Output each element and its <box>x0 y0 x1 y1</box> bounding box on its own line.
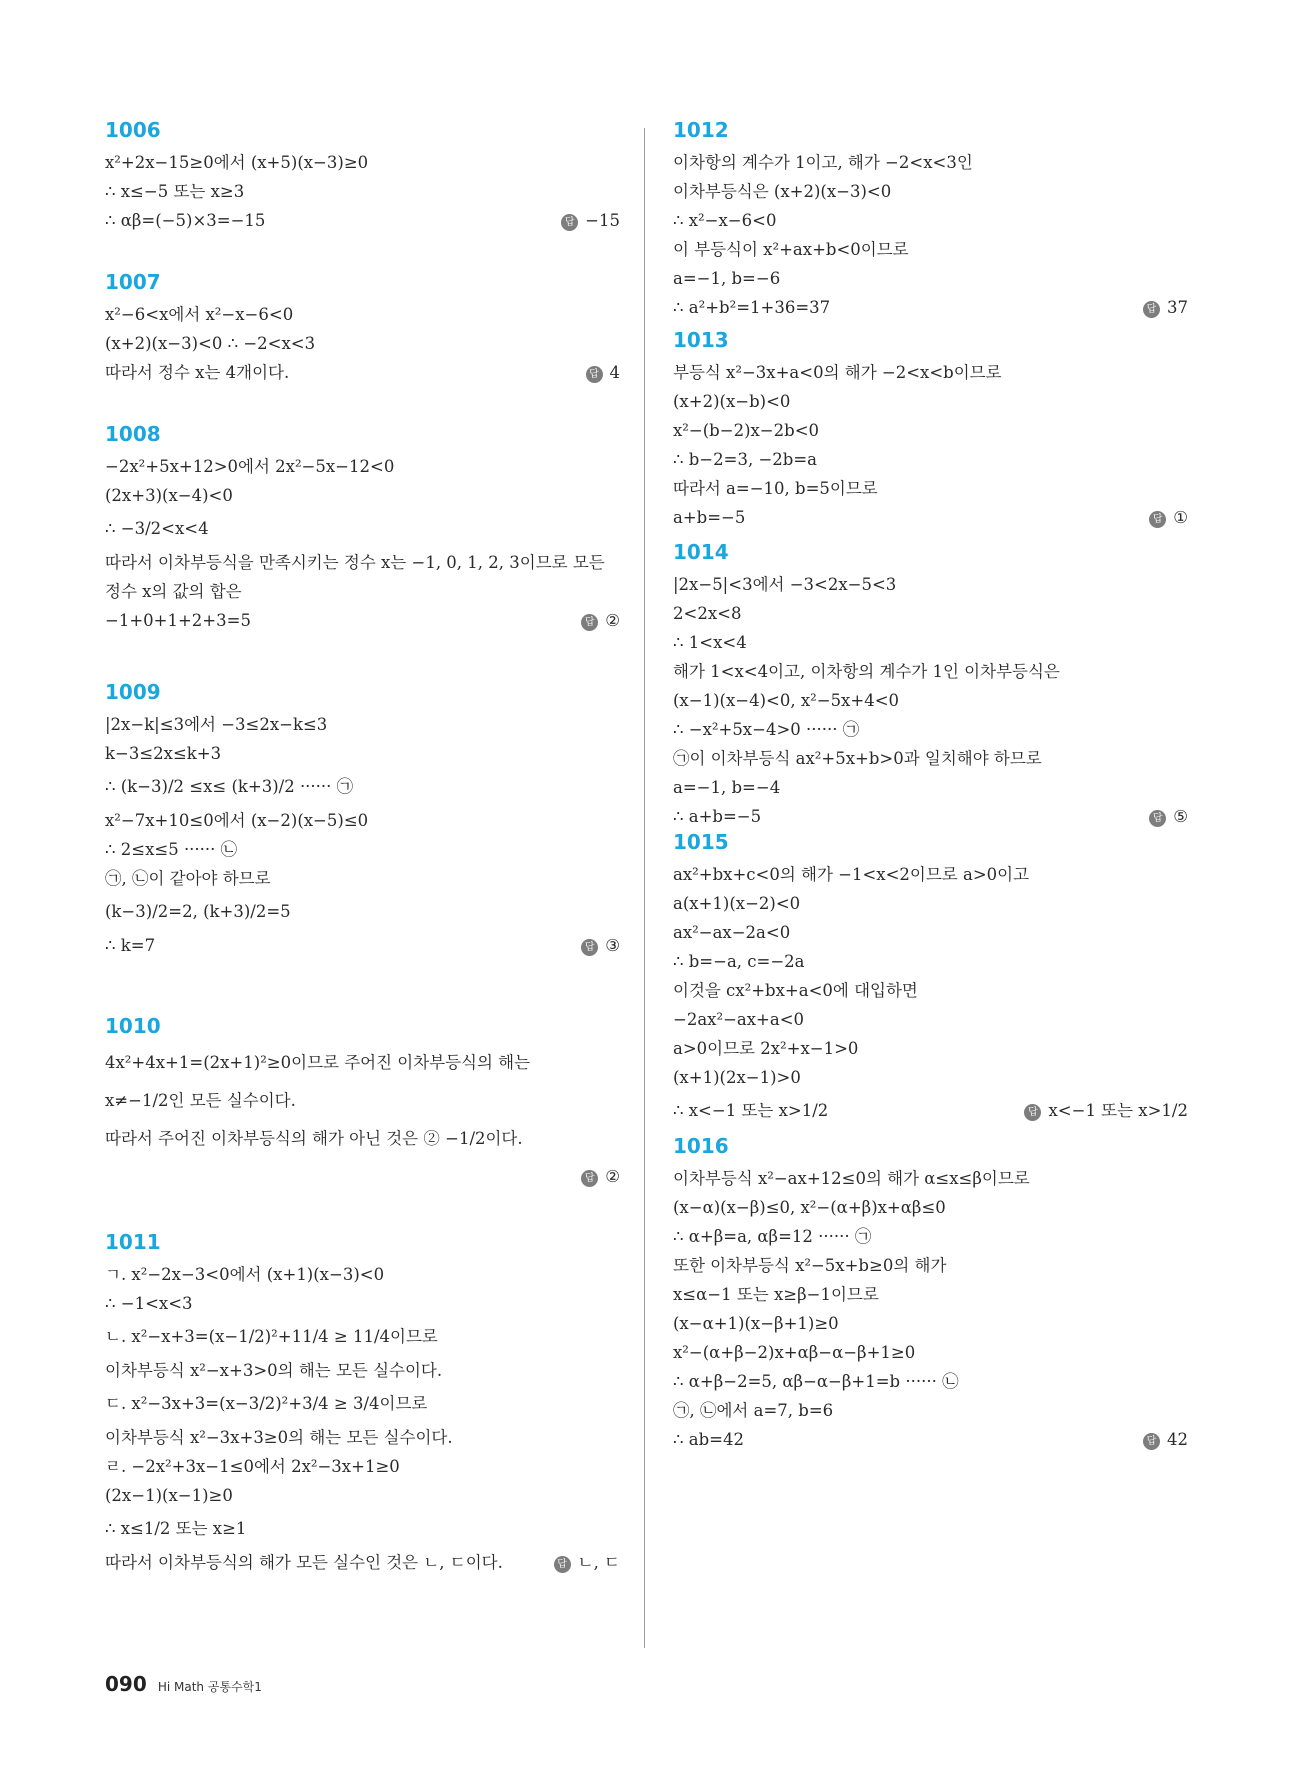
solution-text: ax²+bx+c<0의 해가 −1<x<2이므로 a>0이고 <box>673 865 1030 884</box>
solution-text: ㉠, ㉡에서 a=7, b=6 <box>673 1401 834 1420</box>
solution-line <box>673 293 1188 322</box>
solution-line <box>673 1164 1188 1193</box>
solution-line <box>673 1309 1188 1338</box>
solution-text: 따라서 정수 x는 4개이다. <box>105 363 290 382</box>
solution-text: ∴ −1<x<3 <box>105 1294 193 1313</box>
solution-line <box>673 570 1188 599</box>
solution-line <box>673 889 1188 918</box>
solution-text: (x−1)(x−4)<0, x²−5x+4<0 <box>673 691 900 710</box>
solution-line <box>105 768 620 806</box>
solution-line <box>105 606 620 635</box>
solution-line <box>673 474 1188 503</box>
solution-line <box>673 976 1188 1005</box>
answer <box>581 606 620 635</box>
solution-text: 따라서 이차부등식의 해가 모든 실수인 것은 ㄴ, ㄷ이다. <box>105 1553 503 1572</box>
answer-value: ③ <box>605 936 620 955</box>
answer-badge-icon: 답 <box>581 939 598 956</box>
solution-line <box>673 235 1188 264</box>
solution-line <box>673 802 1188 831</box>
solution-line <box>673 860 1188 889</box>
answer-badge-icon: 답 <box>561 214 578 231</box>
solution-line <box>105 1044 620 1082</box>
problem-number: 1015 <box>673 830 729 854</box>
column-divider <box>644 128 645 1648</box>
solution-line <box>673 1034 1188 1063</box>
problem-number: 1006 <box>105 118 161 142</box>
solution-text: (x−α+1)(x−β+1)≥0 <box>673 1314 839 1333</box>
solution-text: ∴ x≤−5 또는 x≥3 <box>105 182 245 201</box>
answer-value: ② <box>605 611 620 630</box>
problem-1014 <box>673 540 1188 831</box>
solution-line <box>673 1222 1188 1251</box>
solution-text: 따라서 주어진 이차부등식의 해가 아닌 것은 ② −1/2이다. <box>105 1129 523 1148</box>
problem-number: 1011 <box>105 1230 161 1254</box>
solution-text: 해가 1<x<4이고, 이차항의 계수가 1인 이차부등식은 <box>673 662 1060 681</box>
solution-line <box>105 148 620 177</box>
solution-line <box>673 686 1188 715</box>
solution-text: x²−(b−2)x−2b<0 <box>673 421 820 440</box>
solution-line <box>105 1385 620 1423</box>
solution-line <box>105 806 620 835</box>
answer-badge-icon: 답 <box>1024 1104 1041 1121</box>
solution-line <box>105 835 620 864</box>
solution-text: 정수 x의 값의 합은 <box>105 582 242 601</box>
solution-line <box>105 177 620 206</box>
answer-badge-icon: 답 <box>1149 511 1166 528</box>
solution-text: ∴ x²−x−6<0 <box>673 211 777 230</box>
answer-badge-icon: 답 <box>1149 810 1166 827</box>
solution-text: 이차항의 계수가 1이고, 해가 −2<x<3인 <box>673 153 973 172</box>
solution-line <box>673 715 1188 744</box>
solution-line <box>673 206 1188 235</box>
solution-line <box>673 1425 1188 1454</box>
solution-line <box>673 1092 1188 1130</box>
problem-1006 <box>105 118 620 235</box>
solution-text: ∴ x≤1/2 또는 x≥1 <box>105 1519 247 1538</box>
solution-text: x≠−1/2인 모든 실수이다. <box>105 1091 296 1110</box>
solution-line <box>673 503 1188 532</box>
solution-text: ∴ −x²+5x−4>0 ······ ㉠ <box>673 720 860 739</box>
solution-line <box>673 177 1188 206</box>
solution-line <box>105 1510 620 1548</box>
solution-text: 4x²+4x+1=(2x+1)²≥0이므로 주어진 이차부등식의 해는 <box>105 1053 531 1072</box>
solution-text: 이 부등식이 x²+ax+b<0이므로 <box>673 240 909 259</box>
solution-text: ∴ (k−3)/2 ≤x≤ (k+3)/2 ······ ㉠ <box>105 777 354 796</box>
problem-1013 <box>673 328 1188 532</box>
answer-value: 42 <box>1167 1430 1188 1449</box>
book-title: Hi Math 공통수학1 <box>157 1680 262 1694</box>
solution-text: ∴ a+b=−5 <box>673 807 762 826</box>
solution-text: (2x+3)(x−4)<0 <box>105 486 233 505</box>
solution-line <box>673 358 1188 387</box>
solution-line <box>105 300 620 329</box>
solution-text: −2x²+5x+12>0에서 2x²−5x−12<0 <box>105 457 395 476</box>
solution-line <box>105 329 620 358</box>
solution-text: (x−α)(x−β)≤0, x²−(α+β)x+αβ≤0 <box>673 1198 946 1217</box>
solution-line <box>673 599 1188 628</box>
solution-line <box>673 445 1188 474</box>
solution-line <box>673 1251 1188 1280</box>
answer <box>554 1548 620 1577</box>
solution-text: 또한 이차부등식 x²−5x+b≥0의 해가 <box>673 1256 947 1275</box>
problem-1011 <box>105 1230 620 1577</box>
solution-text: ∴ αβ=(−5)×3=−15 <box>105 211 266 230</box>
solution-line <box>673 1338 1188 1367</box>
solution-line <box>105 452 620 481</box>
solution-text: 따라서 이차부등식을 만족시키는 정수 x는 −1, 0, 1, 2, 3이므로 모든 <box>105 553 605 572</box>
solution-line <box>105 1356 620 1385</box>
solution-text: ∴ 2≤x≤5 ······ ㉡ <box>105 840 238 859</box>
problem-number: 1009 <box>105 680 161 704</box>
solution-text: a=−1, b=−6 <box>673 269 781 288</box>
solution-line <box>105 1289 620 1318</box>
answer <box>1024 1092 1188 1130</box>
solution-text: ∴ ab=42 <box>673 1430 744 1449</box>
problem-number: 1014 <box>673 540 729 564</box>
solution-text: (x+2)(x−3)<0 ∴ −2<x<3 <box>105 334 316 353</box>
solution-text: ㄴ. x²−x+3=(x−1/2)²+11/4 ≥ 11/4이므로 <box>105 1327 438 1346</box>
solution-line <box>105 1452 620 1481</box>
solution-line <box>105 710 620 739</box>
solution-text: x²−7x+10≤0에서 (x−2)(x−5)≤0 <box>105 811 369 830</box>
solution-text: 2<2x<8 <box>673 604 742 623</box>
answer <box>561 206 620 235</box>
answer <box>1143 293 1188 322</box>
solution-text: 이차부등식 x²−3x+3≥0의 해는 모든 실수이다. <box>105 1428 453 1447</box>
page-footer <box>105 1672 262 1696</box>
solution-line <box>105 481 620 510</box>
solution-line <box>105 1423 620 1452</box>
answer-value: ㄴ, ㄷ <box>577 1553 620 1572</box>
solution-line <box>673 657 1188 686</box>
solution-line <box>105 893 620 931</box>
solution-line <box>105 577 620 606</box>
solution-text: ㉠이 이차부등식 ax²+5x+b>0과 일치해야 하므로 <box>673 749 1042 768</box>
solution-text: ∴ a²+b²=1+36=37 <box>673 298 831 317</box>
problem-1009 <box>105 680 620 960</box>
solution-line <box>673 416 1188 445</box>
solution-text: a=−1, b=−4 <box>673 778 781 797</box>
solution-line <box>105 931 620 960</box>
solution-line <box>673 1367 1188 1396</box>
solution-text: k−3≤2x≤k+3 <box>105 744 222 763</box>
solution-line <box>673 773 1188 802</box>
solution-text: ㄹ. −2x²+3x−1≤0에서 2x²−3x+1≥0 <box>105 1457 400 1476</box>
solution-line <box>105 358 620 387</box>
problem-number: 1012 <box>673 118 729 142</box>
solution-line <box>105 864 620 893</box>
solution-text: ∴ x<−1 또는 x>1/2 <box>673 1101 829 1120</box>
problem-number: 1008 <box>105 422 161 446</box>
solution-text: 부등식 x²−3x+a<0의 해가 −2<x<b이므로 <box>673 363 1002 382</box>
answer-badge-icon: 답 <box>554 1556 571 1573</box>
solution-text: |2x−5|<3에서 −3<2x−5<3 <box>673 575 897 594</box>
answer-badge-icon: 답 <box>1143 301 1160 318</box>
solution-line <box>105 1481 620 1510</box>
solution-line <box>673 1063 1188 1092</box>
answer <box>581 931 620 960</box>
answer <box>1143 1425 1188 1454</box>
solution-text: −2ax²−ax+a<0 <box>673 1010 805 1029</box>
solution-text: (2x−1)(x−1)≥0 <box>105 1486 233 1505</box>
solution-line <box>105 1548 620 1577</box>
solution-text: x²+2x−15≥0에서 (x+5)(x−3)≥0 <box>105 153 369 172</box>
solution-line <box>673 744 1188 773</box>
problem-number: 1013 <box>673 328 729 352</box>
solution-line <box>105 1120 620 1158</box>
solution-text: ∴ b=−a, c=−2a <box>673 952 805 971</box>
solution-text: x²−6<x에서 x²−x−6<0 <box>105 305 294 324</box>
solution-line <box>105 739 620 768</box>
solution-line <box>105 1082 620 1120</box>
solution-text: |2x−k|≤3에서 −3≤2x−k≤3 <box>105 715 328 734</box>
answer-value: −15 <box>585 211 620 230</box>
solution-text: ∴ α+β=a, αβ=12 ······ ㉠ <box>673 1227 872 1246</box>
solution-line <box>673 947 1188 976</box>
solution-line <box>673 148 1188 177</box>
solution-text: −1+0+1+2+3=5 <box>105 611 251 630</box>
solution-text: a(x+1)(x−2)<0 <box>673 894 801 913</box>
problem-1007 <box>105 270 620 387</box>
solution-line <box>673 1396 1188 1425</box>
answer <box>581 1158 620 1196</box>
solution-line <box>105 1158 620 1196</box>
solution-text: ax²−ax−2a<0 <box>673 923 791 942</box>
solution-text: 이차부등식 x²−ax+12≤0의 해가 α≤x≤β이므로 <box>673 1169 1030 1188</box>
answer <box>586 358 621 387</box>
answer <box>1149 503 1188 532</box>
solution-line <box>673 1005 1188 1034</box>
solution-line <box>105 206 620 235</box>
solution-text: (x+2)(x−b)<0 <box>673 392 791 411</box>
solution-line <box>105 548 620 577</box>
solution-text: ∴ k=7 <box>105 936 156 955</box>
answer-value: ⑤ <box>1173 807 1188 826</box>
solution-line <box>673 264 1188 293</box>
answer-badge-icon: 답 <box>581 614 598 631</box>
problem-number: 1010 <box>105 1014 161 1038</box>
solution-text: (x+1)(2x−1)>0 <box>673 1068 801 1087</box>
solution-text: ∴ α+β−2=5, αβ−α−β+1=b ······ ㉡ <box>673 1372 959 1391</box>
solution-text: a>0이므로 2x²+x−1>0 <box>673 1039 859 1058</box>
answer-value: ② <box>605 1167 620 1186</box>
solution-line <box>105 1260 620 1289</box>
solution-text: ∴ b−2=3, −2b=a <box>673 450 817 469</box>
problem-number: 1016 <box>673 1134 729 1158</box>
problem-1010 <box>105 1014 620 1196</box>
answer <box>1149 802 1188 831</box>
solution-line <box>673 1280 1188 1309</box>
solution-text: ㄷ. x²−3x+3=(x−3/2)²+3/4 ≥ 3/4이므로 <box>105 1394 428 1413</box>
solution-text: 따라서 a=−10, b=5이므로 <box>673 479 878 498</box>
problem-1016 <box>673 1134 1188 1454</box>
answer-value: 37 <box>1167 298 1188 317</box>
solution-text: 이차부등식 x²−x+3>0의 해는 모든 실수이다. <box>105 1361 443 1380</box>
answer-value: ① <box>1173 508 1188 527</box>
problem-1008 <box>105 422 620 635</box>
solution-line <box>673 918 1188 947</box>
solution-text: ㄱ. x²−2x−3<0에서 (x+1)(x−3)<0 <box>105 1265 385 1284</box>
solution-text: 이것을 cx²+bx+a<0에 대입하면 <box>673 981 918 1000</box>
solution-line <box>105 510 620 548</box>
solution-text: ∴ 1<x<4 <box>673 633 747 652</box>
answer-badge-icon: 답 <box>581 1170 598 1187</box>
answer-value: 4 <box>609 363 620 382</box>
solution-line <box>673 387 1188 416</box>
answer-badge-icon: 답 <box>586 366 603 383</box>
problem-1012 <box>673 118 1188 322</box>
solution-line <box>673 1193 1188 1222</box>
solution-text: x≤α−1 또는 x≥β−1이므로 <box>673 1285 879 1304</box>
solution-text: x²−(α+β−2)x+αβ−α−β+1≥0 <box>673 1343 916 1362</box>
solution-text: 이차부등식은 (x+2)(x−3)<0 <box>673 182 892 201</box>
problem-number: 1007 <box>105 270 161 294</box>
solution-text: ㉠, ㉡이 같아야 하므로 <box>105 869 271 888</box>
answer-badge-icon: 답 <box>1143 1433 1160 1450</box>
solution-text: (k−3)/2=2, (k+3)/2=5 <box>105 902 291 921</box>
solution-line <box>673 628 1188 657</box>
solution-text: a+b=−5 <box>673 508 746 527</box>
answer-value: x<−1 또는 x>1/2 <box>1048 1101 1188 1120</box>
solution-text: ∴ −3/2<x<4 <box>105 519 209 538</box>
solution-line <box>105 1318 620 1356</box>
problem-1015 <box>673 830 1188 1130</box>
page-number: 090 <box>105 1672 147 1696</box>
